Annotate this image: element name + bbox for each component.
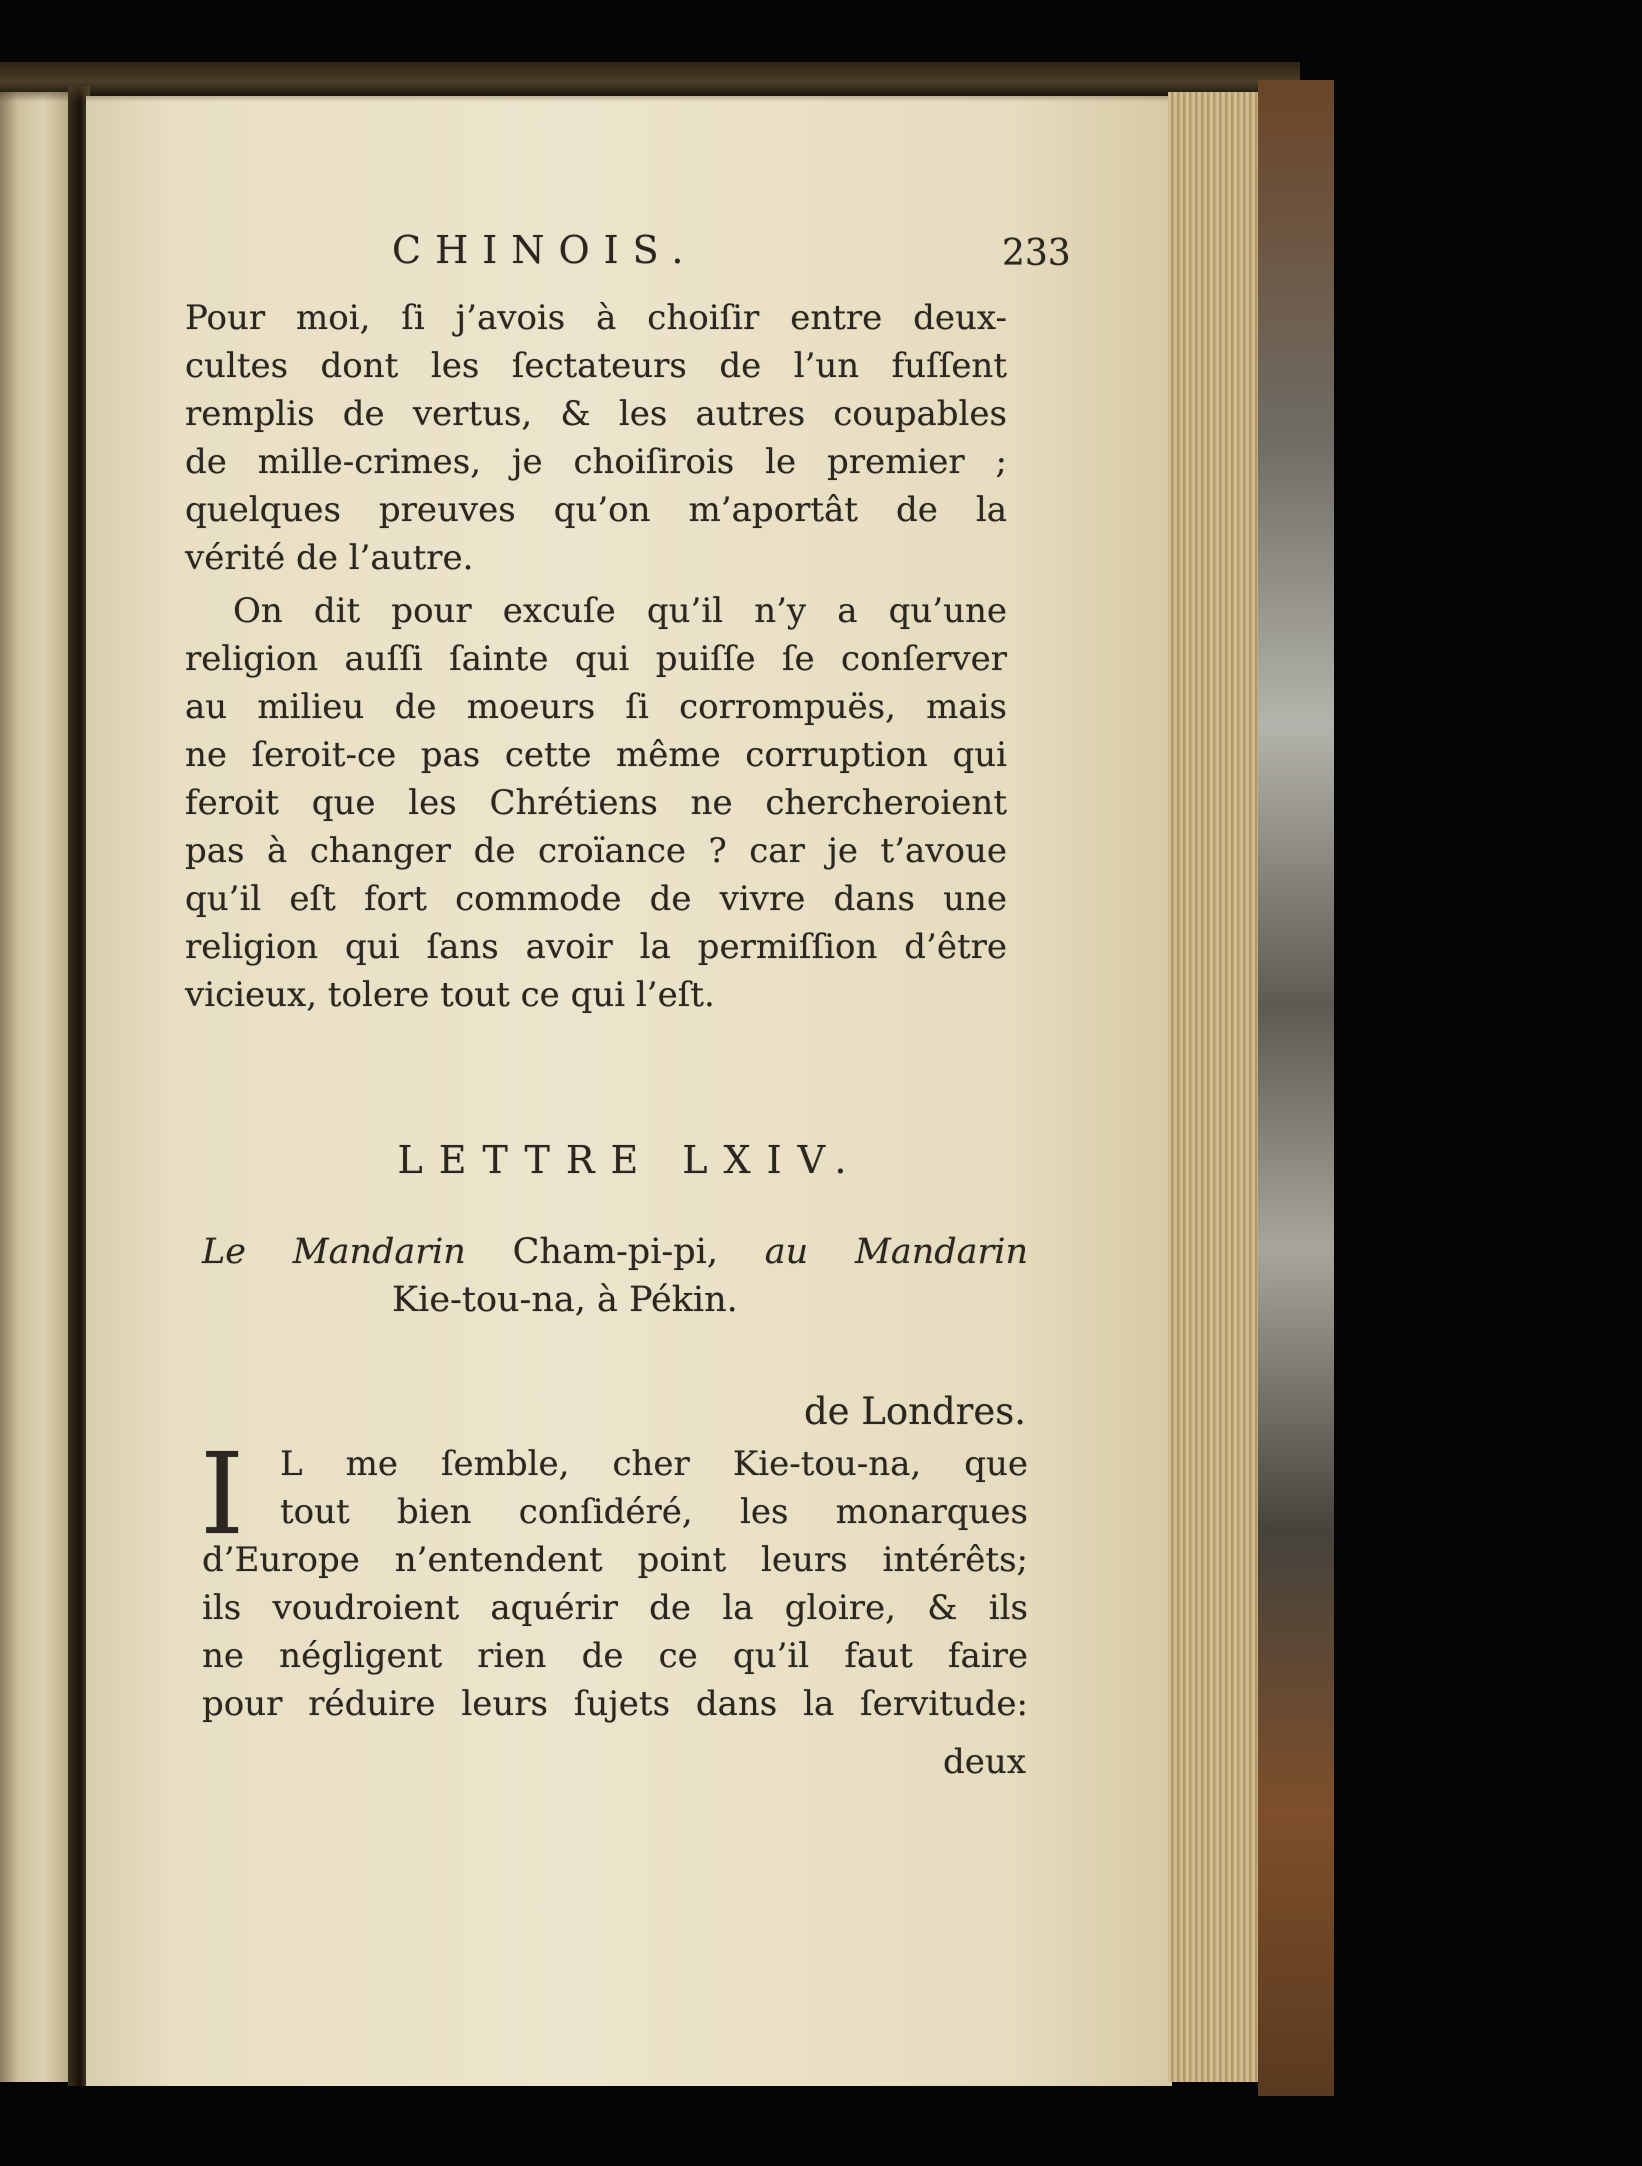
- letter-salutation: [202, 1228, 1028, 1324]
- text-line: quelques preuves qu’on m’aportât de la: [185, 490, 1007, 530]
- paragraph-1: [185, 294, 1007, 582]
- salutation-prefix: Le Mandarin: [202, 1232, 466, 1272]
- letter-heading: LETTRE LXIV.: [397, 1138, 863, 1182]
- running-head: CHINOIS.: [392, 228, 698, 272]
- text-line: feroit que les Chrétiens ne chercheroient: [185, 783, 1007, 823]
- dateline: de Londres.: [803, 1390, 1026, 1433]
- text-line: tout bien conſidéré, les monarques: [280, 1492, 1028, 1532]
- text-line: religion auſſi ſainte qui puiſſe ſe conſerver: [185, 639, 1007, 679]
- text-line: L me ſemble, cher Kie-tou-na, que: [280, 1444, 1028, 1484]
- page-number: 233: [1002, 233, 1071, 274]
- text-line: cultes dont les ſectateurs de l’un fuſſent: [185, 346, 1007, 386]
- text-line: religion qui ſans avoir la permiſſion d’être: [185, 927, 1007, 967]
- catchword: deux: [943, 1742, 1026, 1782]
- text-line: pas à changer de croïance ? car je t’avoue: [185, 831, 1007, 871]
- sender-name: Cham-pi-pi,: [512, 1232, 718, 1272]
- text-line: pour réduire leurs ſujets dans la ſervitude:: [202, 1684, 1028, 1724]
- text-line: On dit pour excuſe qu’il n’y a qu’une: [233, 591, 1007, 631]
- paragraph-3: [200, 1430, 1028, 1728]
- text-line: ne négligent rien de ce qu’il faut faire: [202, 1636, 1028, 1676]
- text-line: vérité de l’autre.: [185, 538, 474, 578]
- top-edge-shadow: [0, 62, 1300, 102]
- recipient-line: Kie-tou-na, à Pékin.: [392, 1280, 738, 1320]
- salutation-middle: au Mandarin: [764, 1232, 1028, 1272]
- book-cover-edge: [1258, 80, 1334, 2096]
- text-line: remplis de vertus, & les autres coupables: [185, 394, 1007, 434]
- text-line: Pour moi, ſi j’avois à choiſir entre deux-: [185, 298, 1007, 338]
- text-line: qu’il eſt fort commode de vivre dans une: [185, 879, 1007, 919]
- paragraph-2: [185, 587, 1007, 1019]
- salutation-line-1: [202, 1228, 1028, 1276]
- text-line: au milieu de moeurs ſi corrompuës, mais: [185, 687, 1007, 727]
- text-line: vicieux, tolere tout ce qui l’eſt.: [185, 975, 715, 1015]
- text-line: ne ſeroit-ce pas cette même corruption qui: [185, 735, 1007, 775]
- text-line: ils voudroient aquérir de la gloire, & ils: [202, 1588, 1028, 1628]
- page-block-edges: [1168, 92, 1262, 2082]
- text-line: d’Europe n’entendent point leurs intérêts;: [202, 1540, 1028, 1580]
- drop-cap: I: [200, 1430, 245, 1560]
- text-line: de mille-crimes, je choiſirois le premier ;: [185, 442, 1007, 482]
